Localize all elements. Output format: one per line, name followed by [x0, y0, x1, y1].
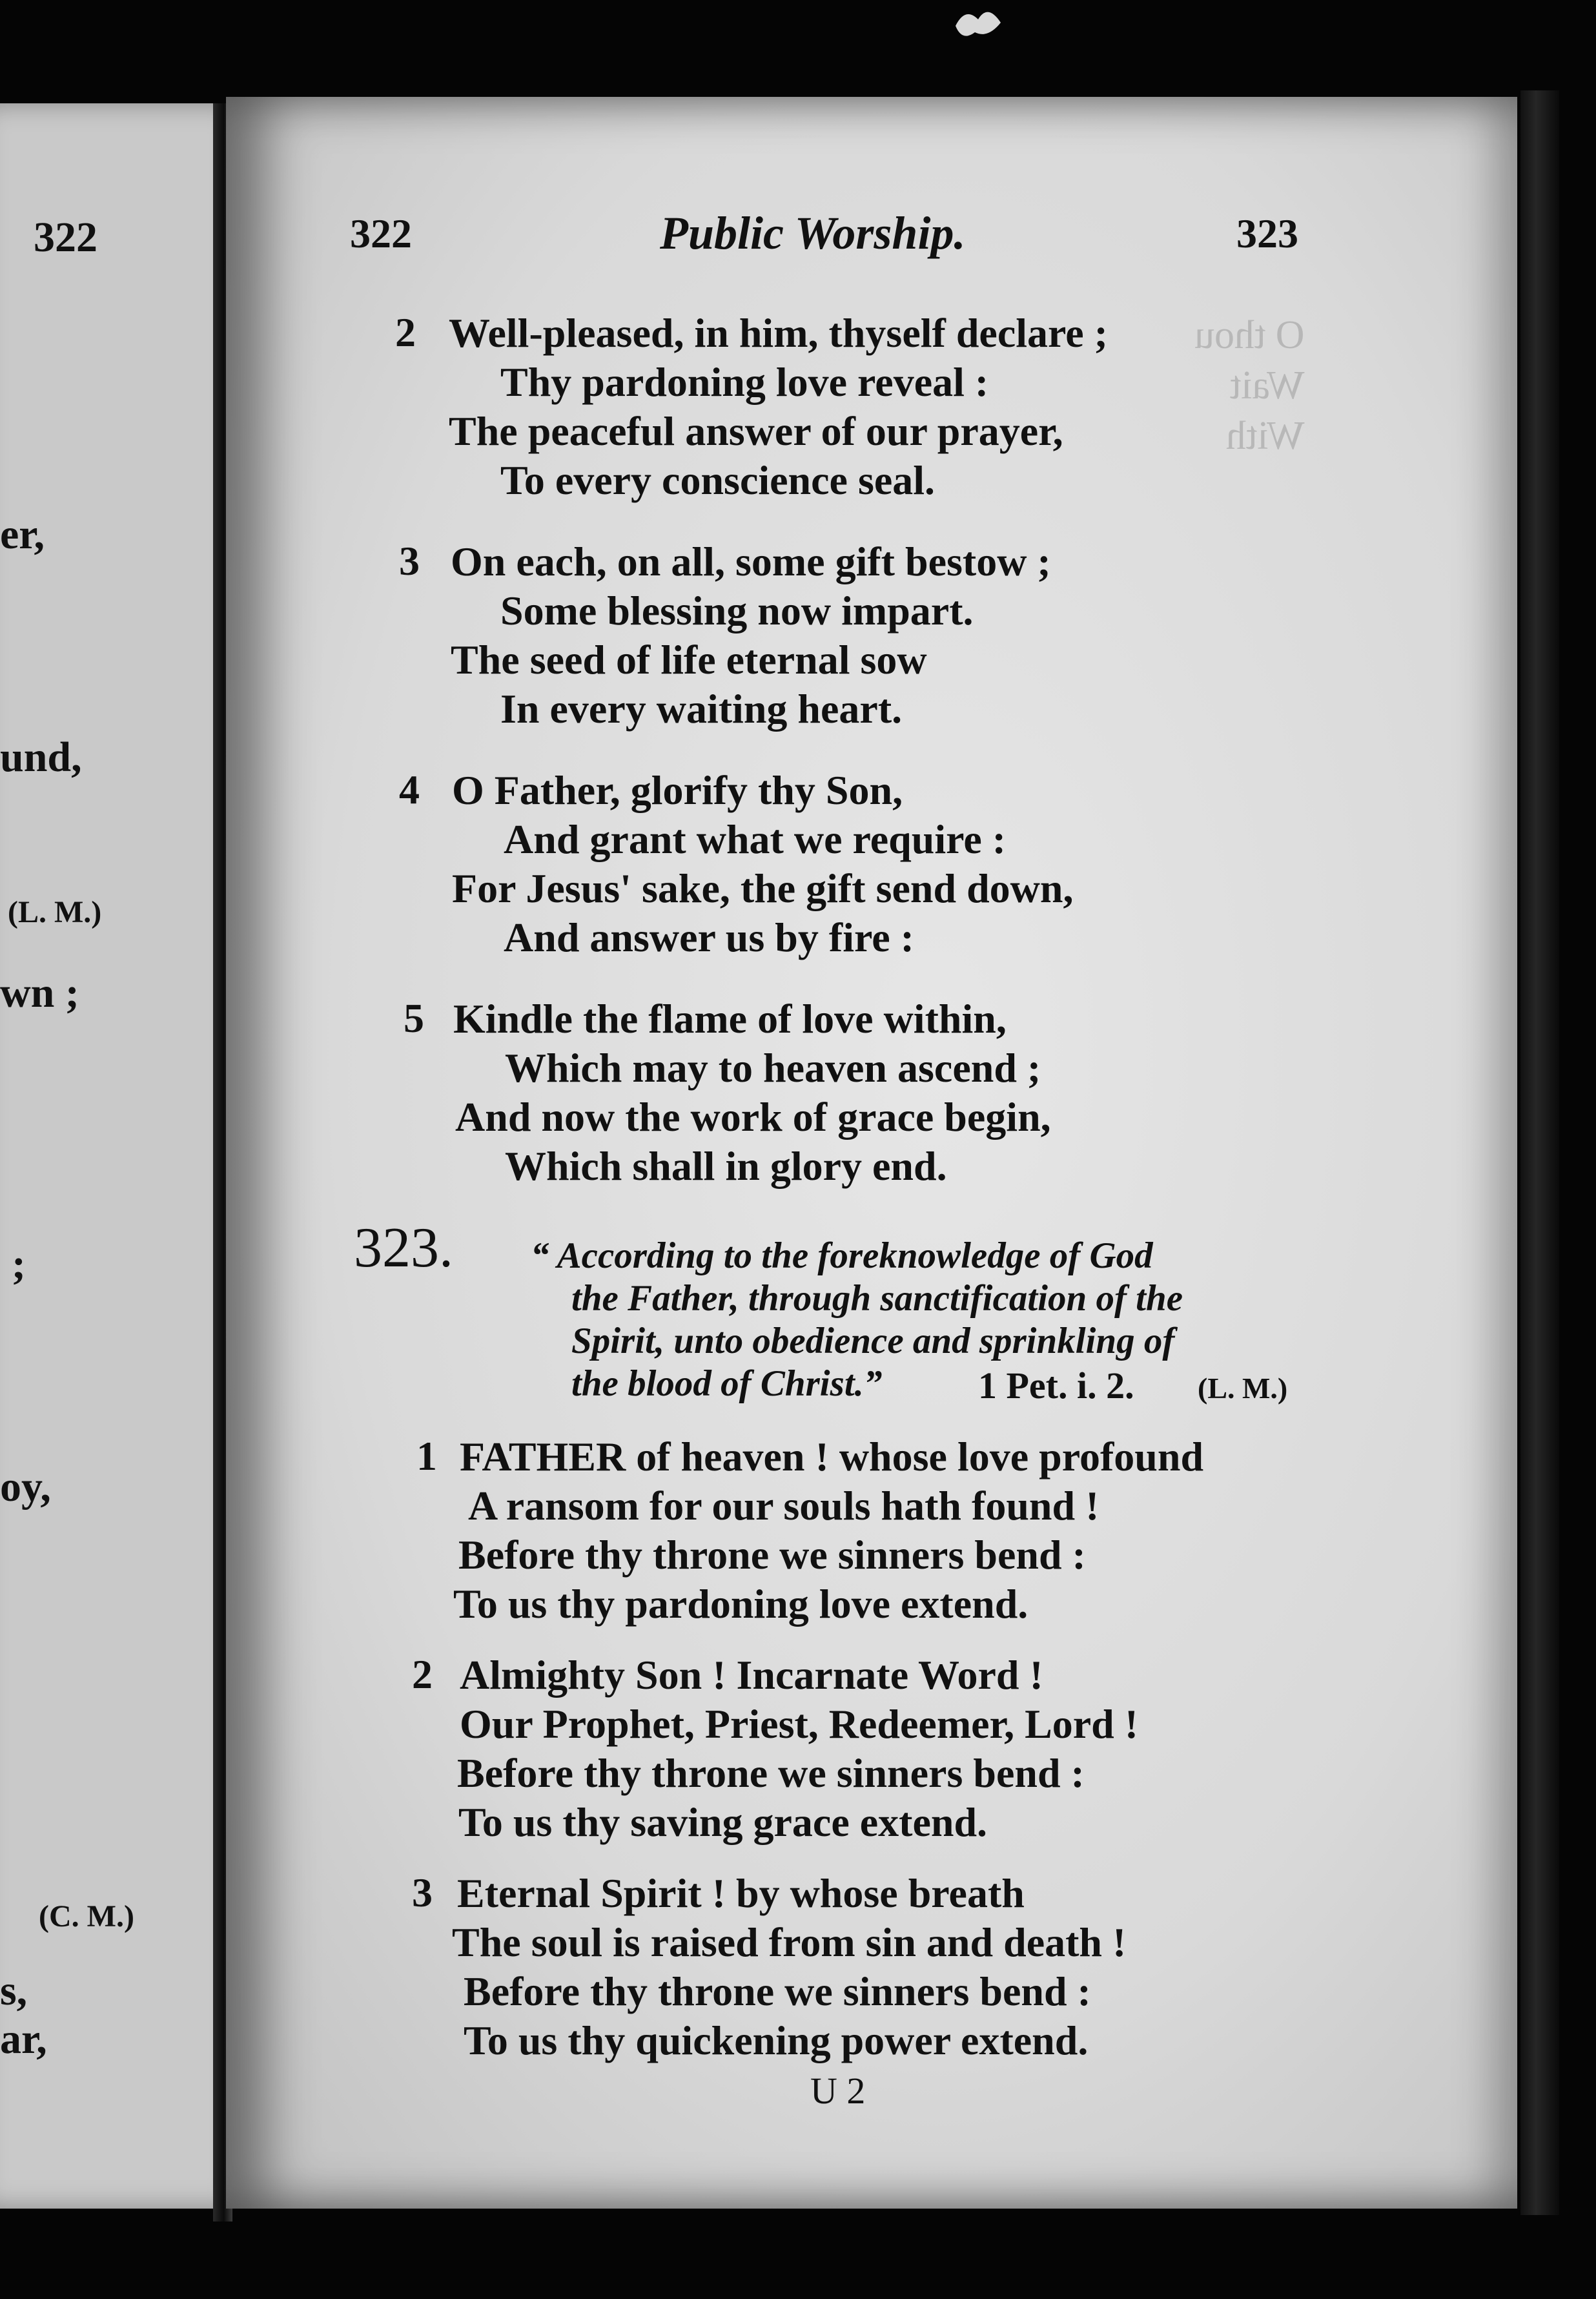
- ink-blot-icon: [949, 0, 1007, 45]
- page-edge: [1520, 90, 1559, 2215]
- verse-line: To every conscience seal.: [500, 457, 936, 503]
- left-page-number: 322: [34, 214, 97, 261]
- verse-line: Thy pardoning love reveal :: [500, 359, 989, 405]
- verse-line: The seed of life eternal sow: [451, 637, 927, 683]
- running-title: Public Worship.: [660, 207, 966, 259]
- meter-label: (L. M.): [1198, 1372, 1288, 1405]
- scripture-citation: 1 Pet. i. 2.: [978, 1365, 1134, 1407]
- verse-line: A ransom for our souls hath found !: [468, 1483, 1100, 1529]
- verse-line: And answer us by fire :: [504, 914, 914, 960]
- verse-number: 5: [404, 995, 424, 1041]
- verse-line: Which may to heaven ascend ;: [505, 1045, 1041, 1091]
- epigraph-line: the blood of Christ.”: [571, 1363, 883, 1404]
- verse-number: 2: [412, 1651, 433, 1697]
- verse-number: 3: [412, 1870, 433, 1915]
- verse-number: 3: [399, 538, 420, 584]
- epigraph-line: “ According to the foreknowledge of God: [531, 1235, 1153, 1276]
- left-fragment: s,: [0, 1967, 28, 2014]
- verse-line: To us thy pardoning love extend.: [453, 1581, 1028, 1627]
- hymn-number: 323.: [354, 1217, 453, 1279]
- epigraph-line: Spirit, unto obedience and sprinkling of: [571, 1321, 1175, 1361]
- verse-line: And now the work of grace begin,: [455, 1094, 1051, 1140]
- page-number-right: 323: [1236, 211, 1298, 256]
- left-fragment: er,: [0, 511, 45, 558]
- left-fragment: ar,: [0, 2015, 47, 2063]
- verse-line: Before thy throne we sinners bend :: [457, 1750, 1085, 1796]
- verse-line: Kindle the flame of love within,: [453, 996, 1007, 1042]
- signature-mark: U 2: [810, 2070, 866, 2112]
- verse-line: Well-pleased, in him, thyself declare ;: [449, 310, 1108, 356]
- verse-line: Almighty Son ! Incarnate Word !: [460, 1652, 1043, 1698]
- left-fragment: ;: [12, 1241, 26, 1288]
- left-fragment: wn ;: [0, 969, 79, 1016]
- verse-line: Before thy throne we sinners bend :: [464, 1968, 1091, 2014]
- verse-line: Some blessing now impart.: [500, 588, 974, 634]
- verse-number: 4: [399, 767, 420, 812]
- verse-number: 2: [395, 309, 416, 355]
- left-fragment-meter: (C. M.): [39, 1899, 134, 1933]
- verse-line: For Jesus' sake, the gift send down,: [452, 865, 1074, 911]
- verse-line: Eternal Spirit ! by whose breath: [457, 1870, 1025, 1916]
- verse-line: On each, on all, some gift bestow ;: [451, 539, 1051, 584]
- left-fragment-meter: (L. M.): [8, 895, 102, 929]
- bleed-through-text: O thou Wait With: [1194, 313, 1305, 458]
- verse-line: To us thy saving grace extend.: [458, 1799, 988, 1845]
- left-fragment: und,: [0, 734, 82, 781]
- verse-line: And grant what we require :: [504, 816, 1007, 862]
- page-number-left: 322: [350, 211, 412, 256]
- verse-line: To us thy quickening power extend.: [464, 2017, 1089, 2063]
- verse-line: Which shall in glory end.: [505, 1143, 947, 1189]
- verse-line: The soul is raised from sin and death !: [452, 1919, 1127, 1965]
- verse-number: 1: [416, 1433, 437, 1479]
- verse-line: In every waiting heart.: [500, 686, 903, 732]
- verse-line: The peaceful answer of our prayer,: [449, 408, 1063, 454]
- verse-line: Our Prophet, Priest, Redeemer, Lord !: [460, 1701, 1139, 1747]
- verse-line: FATHER of heaven ! whose love profound: [460, 1434, 1204, 1479]
- epigraph-line: the Father, through sanctification of the: [571, 1278, 1183, 1319]
- verse-line: Before thy throne we sinners bend :: [458, 1532, 1086, 1578]
- verse-line: O Father, glorify thy Son,: [452, 767, 903, 813]
- left-fragment: oy,: [0, 1463, 51, 1510]
